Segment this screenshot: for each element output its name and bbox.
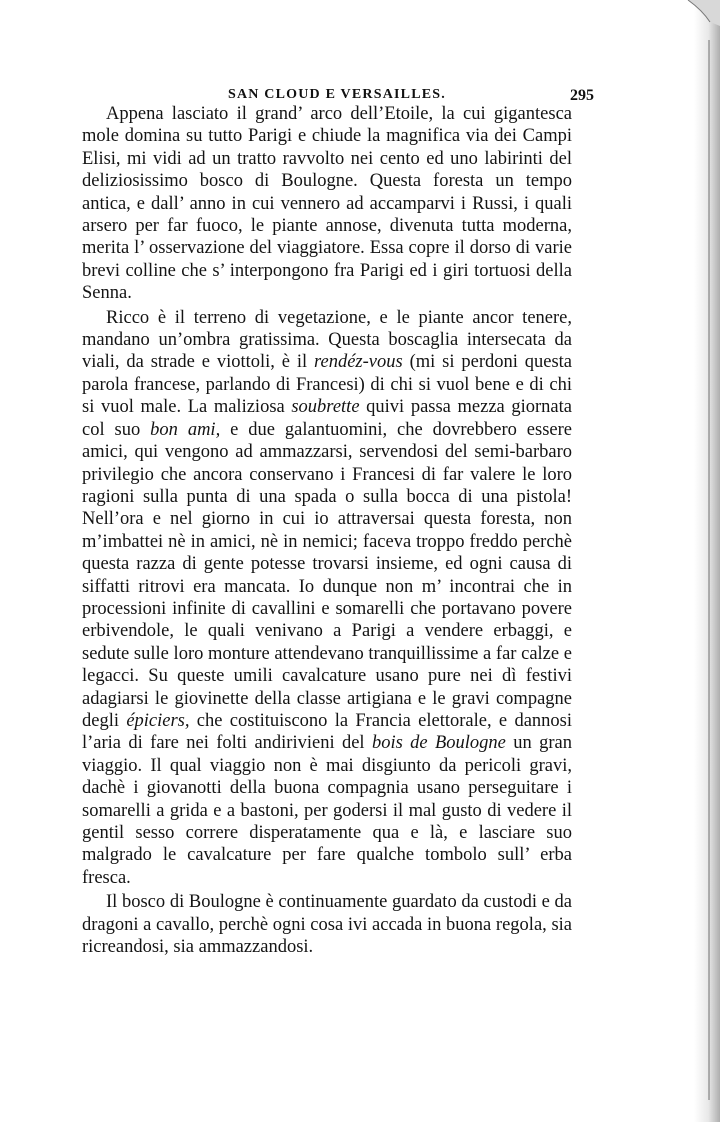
italic-term: soubrette <box>291 397 360 418</box>
page-number: 295 <box>570 87 594 104</box>
paragraph-text: Appena lasciato il grand’ arco dell’Etoile, la cui gigantesca mole domina su tutto Parigi e chiude la magnifica via dei Campi Elisi, mi vidi ad un tratto ravvolto nei cento ed uno labirinti del deliziosissimo bosco di Boulogne. Questa foresta un tempo antica, e dall’ anno in cui vennero ad accamparvi i Russi, i quali arsero per far fuoco, le piante annose, divenuta tutta moderna, merita l’ osservazione del viaggiatore. Essa copre il dorso di varie brevi colline che s’ interpongono fra Parigi ed i giri tortuosi della Senna. <box>82 104 572 304</box>
page-corner-curl <box>680 0 720 40</box>
paragraph-text: un gran viaggio. Il qual viaggio non è mai disgiunto da pericoli gravi, dachè i giovanotti della buona compagnia usano perseguitare i somarelli a grida e a bastoni, per godersi il mal gusto di vedere il gentil sesso correre disperatamente qua e là, e lasciare suo malgrado le cavalcature per fare qualche tombolo sull’ erba fresca. <box>82 733 573 888</box>
italic-term: bon ami, <box>150 419 221 440</box>
page-edge-shadow <box>694 0 720 1122</box>
paragraph <box>82 307 572 890</box>
paragraph-text: Il bosco di Boulogne è continuamente guardato da custodi e da dragoni a cavallo, perchè ogni cosa ivi accada in buona regola, sia ricreandosi, sia ammazzandosi. <box>82 892 572 958</box>
paragraph-text: (mi si perdoni questa parola francese, parlando di Francesi) di chi si vuol bene e di chi si vuol male. La maliziosa <box>82 352 572 418</box>
italic-term: épiciers, <box>126 710 190 731</box>
paragraph <box>82 103 572 305</box>
paragraph-text: quivi passa mezza giornata col suo <box>82 397 572 440</box>
paragraph-text: che costituiscono la Francia elettorale, e dannosi l’aria di fare nei folti andirivieni del <box>82 710 572 754</box>
italic-term: bois de Boulogne <box>371 733 506 754</box>
paragraph-text: e due galantuomini, che dovrebbero essere amici, qui vengono ad ammazzarsi, servendosi del semi-barbaro privilegio che ancora conservano i Francesi di far valere le loro ragioni sulla punta di una spada o sulla bocca di una pistola! Nell’ora e nel giorno in cui io attraversai questa foresta, non m’imbattei nè in amici, nè in nemici; faceva troppo freddo perchè questa razza di gente potesse trovarsi insieme, ed ogni causa di siffatti ritrovi era mancata. Io dunque non m’ incontrai che in processioni infinite di cavallini e somarelli che portavano povere erbivendole, le quali venivano a Parigi a vendere erbaggi, e sedute sulle loro monture attendevano tranquillissime a far calze e legacci. Su queste umili cavalcature usano pure nei dì festivi adagiarsi le giovinette della classe artigiana e le gravi compagne degli <box>82 419 573 731</box>
paragraph-text: Ricco è il terreno di vegetazione, e le piante ancor tenere, mandano un’ombra gratissima. Questa boscaglia intersecata da viali, da strade e viottoli, è il <box>82 307 572 373</box>
running-title: SAN CLOUD E VERSAILLES. <box>228 87 446 102</box>
paragraph <box>82 891 572 958</box>
body-text <box>82 103 572 958</box>
page-edge-line <box>708 40 710 1100</box>
italic-term: rendéz-vous <box>314 352 403 373</box>
